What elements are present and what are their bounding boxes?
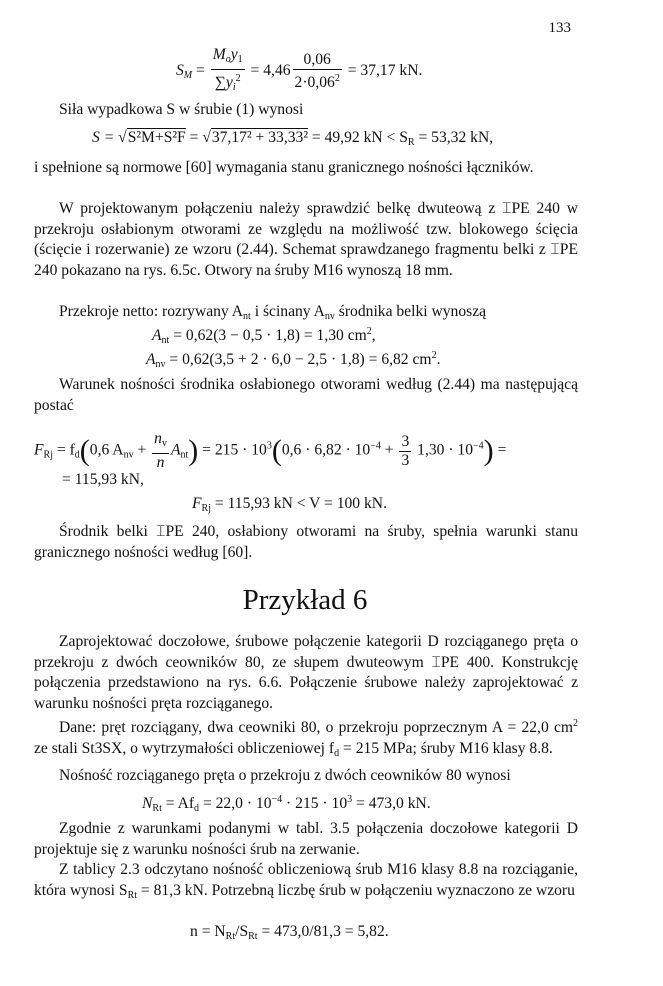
equation-s: S = √S²M+S²F = √37,17² + 33,33² = 49,92 kN < $S_R = 53,32$ kN, bbox=[92, 129, 494, 148]
paragraph-11: Z tablicy 2.3 odczytano nośność obliczeniową śrub M16 klasy 8.8 na rozciąganie, która wynosi $S_{Rt} = 81,3$ kN. Potrzebną liczbę śrub w połączeniu wyznaczono ze wzoru bbox=[34, 861, 578, 901]
paragraph-6: Środnik belki ⌶PE 240, osłabiony otworami na śruby, spełnia warunki stanu granicznego nośności według [60]. bbox=[34, 523, 578, 561]
paragraph-7: Zaprojektować doczołowe, śrubowe połączenie kategorii D rozciąganego pręta o przekroju z dwóch ceowników 80, ze słupem dwuteowym ⌶PE 400. Konstrukcję połączenia przedstawiono na rys. 6.6. Połączenie śrubowe należy zaprojektować z warunku nośności pręta rozciąganego. bbox=[34, 633, 578, 712]
paragraph-5: Warunek nośności środnika osłabionego otworami według (2.44) ma następującą postać bbox=[34, 376, 578, 414]
paragraph-3: W projektowanym połączeniu należy sprawdzić belkę dwuteową z ⌶PE 240 w przekroju osłabionym otworami ze względu na możliwość tzw. blokowego ścięcia (ścięcie i rozerwanie) ze wzoru (2.44). Schemat sprawdzanego fragmentu belki z ⌶PE 240 pokazano na rys. 6.5c. Otwory na śruby M16 wynoszą 18 mm. bbox=[34, 200, 578, 279]
equation-n: $n = N_{Rt}/S_{Rt} = 473,0/81,3 = 5,82$. bbox=[190, 923, 389, 942]
equation-frj: $F_{Rj} = f_d(0,6$ $A_{nv}$ + $\frac{n_v}{n}$ $A_{nt}) = 215 \cdot 10^3(0,6 \cdot 6,82 \cdot 10^{-4}$ + $\frac{3}{3}$ $1,30 \cdot 10^{-4}$) = bbox=[34, 430, 507, 471]
equation-sm: $S_M$ = $\frac{M_oy_1}{\sum y_i^2}$ = 4,46 $\frac{0,06}{2\cdot 0,06^2}$ = 37,17 kN. bbox=[176, 46, 423, 93]
paragraph-10: Zgodnie z warunkami podanymi w tabl. 3.5 połączenia doczołowe kategorii D projektuje się z warunku nośności śrub na zerwanie. bbox=[34, 820, 578, 858]
paragraph-8: Dane: pręt rozciągany, dwa ceowniki 80, o przekroju poprzecznym A = 22,0 $cm^2$ ze stali St3SX, o wytrzymałości obliczeniowej $f_d = 215$ MPa; śruby M16 klasy 8.8. bbox=[34, 718, 578, 759]
paragraph-1: Siła wypadkowa S w śrubie (1) wynosi bbox=[59, 101, 304, 118]
equation-frj-result: = 115,93 kN, bbox=[62, 471, 144, 488]
page-number: 133 bbox=[548, 20, 571, 36]
equation-nrt: $N_{Rt} = Af_d = 22,0 \cdot 10^{-4} \cdot 215 \cdot 10^3 = 473,0$ kN. bbox=[142, 794, 431, 814]
equation-frj-check: $F_{Rj} = 115,93$ kN < V = 100 kN. bbox=[192, 495, 387, 514]
paragraph-2: i spełnione są normowe [60] wymagania stanu granicznego nośności łączników. bbox=[34, 159, 534, 176]
equation-anv: $A_{nv} = 0,62(3,5 + 2 \cdot 6,0 - 2,5 \cdot 1,8) = 6,82$ $cm^2$. bbox=[146, 350, 441, 370]
paragraph-9: Nośność rozciąganego pręta o przekroju z dwóch ceowników 80 wynosi bbox=[59, 767, 511, 784]
section-heading: Przykład 6 bbox=[242, 584, 368, 616]
equation-ant: $A_{nt} = 0,62(3 - 0,5 \cdot 1,8) = 1,30$ $cm^2$, bbox=[152, 326, 376, 346]
paragraph-4: Przekroje netto: rozrywany $A_{nt}$ i ścinany $A_{nv}$ środnika belki wynoszą bbox=[59, 303, 487, 322]
